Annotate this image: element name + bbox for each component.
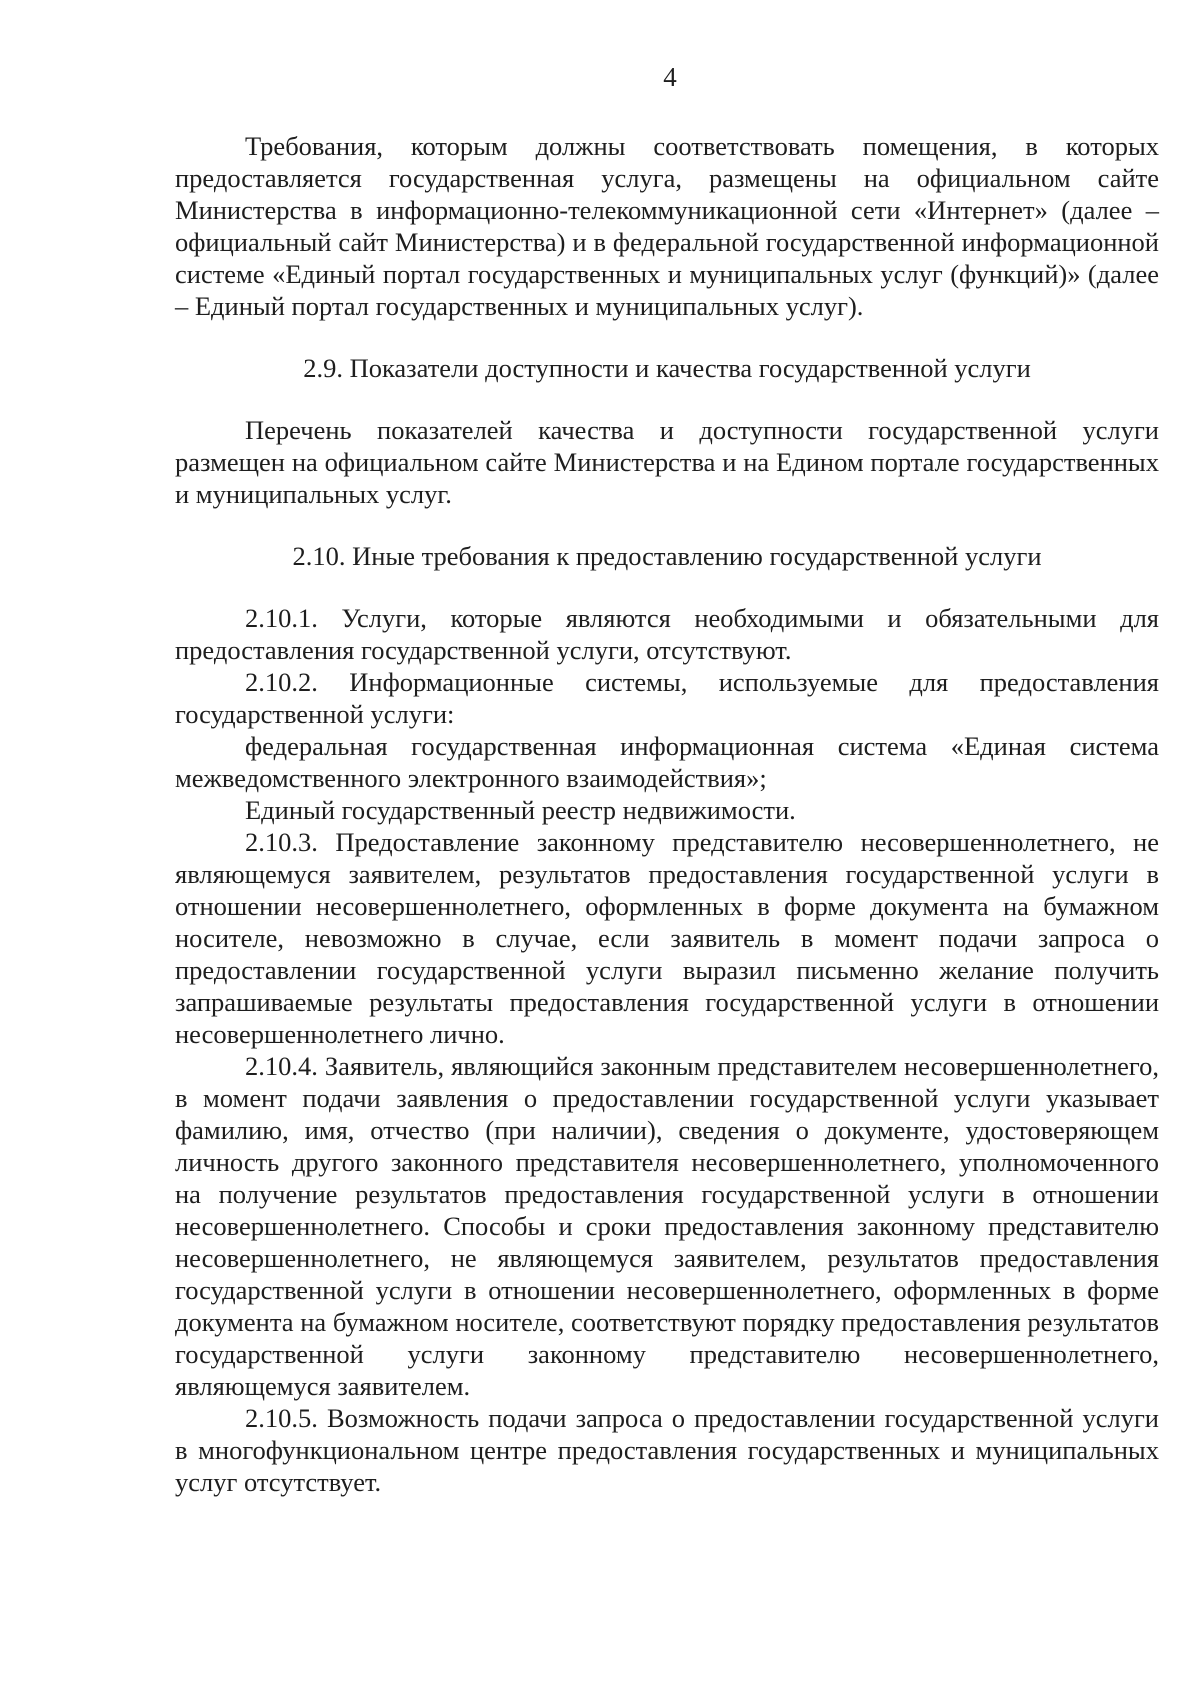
paragraph-2-10-2: 2.10.2. Информационные системы, используемые для предоставления государственной услуги: bbox=[175, 667, 1159, 729]
intro-paragraph: Требования, которым должны соответствовать помещения, в которых предоставляется государственная услуга, размещены на официальном сайте Министерства в информационно-телекоммуникационной сети «Интернет» (далее – официальный сайт Министерства) и в федеральной государственной информационной системе «Единый портал государственных и муниципальных услуг (функций)» (далее – Единый портал государственных и муниципальных услуг). bbox=[175, 131, 1159, 321]
section-2-9-paragraph: Перечень показателей качества и доступности государственной услуги размещен на официальном сайте Министерства и на Едином портале государственных и муниципальных услуг. bbox=[175, 415, 1159, 509]
paragraph-2-10-2-item-1: федеральная государственная информационная система «Единая система межведомственного электронного взаимодействия»; bbox=[175, 731, 1159, 793]
paragraph-2-10-2-item-2: Единый государственный реестр недвижимости. bbox=[245, 795, 796, 825]
paragraph-2-10-3: 2.10.3. Предоставление законному представителю несовершеннолетнего, не являющемуся заявителем, результатов предоставления государственной услуги в отношении несовершеннолетнего, оформленных в форме документа на бумажном носителе, невозможно в случае, если заявитель в момент подачи запроса о предоставлении государственной услуги выразил письменно желание получить запрашиваемые результаты предоставления государственной услуги в отношении несовершеннолетнего лично. bbox=[175, 827, 1159, 1049]
section-2-10-heading: 2.10. Иные требования к предоставлению государственной услуги bbox=[292, 541, 1042, 571]
paragraph-2-10-4: 2.10.4. Заявитель, являющийся законным представителем несовершеннолетнего, в момент подачи заявления о предоставлении государственной услуги указывает фамилию, имя, отчество (при наличии), сведения о документе, удостоверяющем личность другого законного представителя несовершеннолетнего, уполномоченного на получение результатов предоставления государственной услуги в отношении несовершеннолетнего. Способы и сроки предоставления законному представителю несовершеннолетнего, не являющемуся заявителем, результатов предоставления государственной услуги в отношении несовершеннолетнего, оформленных в форме документа на бумажном носителе, соответствуют порядку предоставления результатов государственной услуги законному представителю несовершеннолетнего, являющемуся заявителем. bbox=[175, 1051, 1159, 1401]
page-number: 4 bbox=[663, 62, 677, 92]
paragraph-2-10-5: 2.10.5. Возможность подачи запроса о предоставлении государственной услуги в многофункциональном центре предоставления государственных и муниципальных услуг отсутствует. bbox=[175, 1403, 1159, 1497]
section-2-9-heading: 2.9. Показатели доступности и качества государственной услуги bbox=[303, 353, 1031, 383]
paragraph-2-10-1: 2.10.1. Услуги, которые являются необходимыми и обязательными для предоставления государственной услуги, отсутствуют. bbox=[175, 603, 1159, 665]
document-body bbox=[175, 130, 1159, 1498]
